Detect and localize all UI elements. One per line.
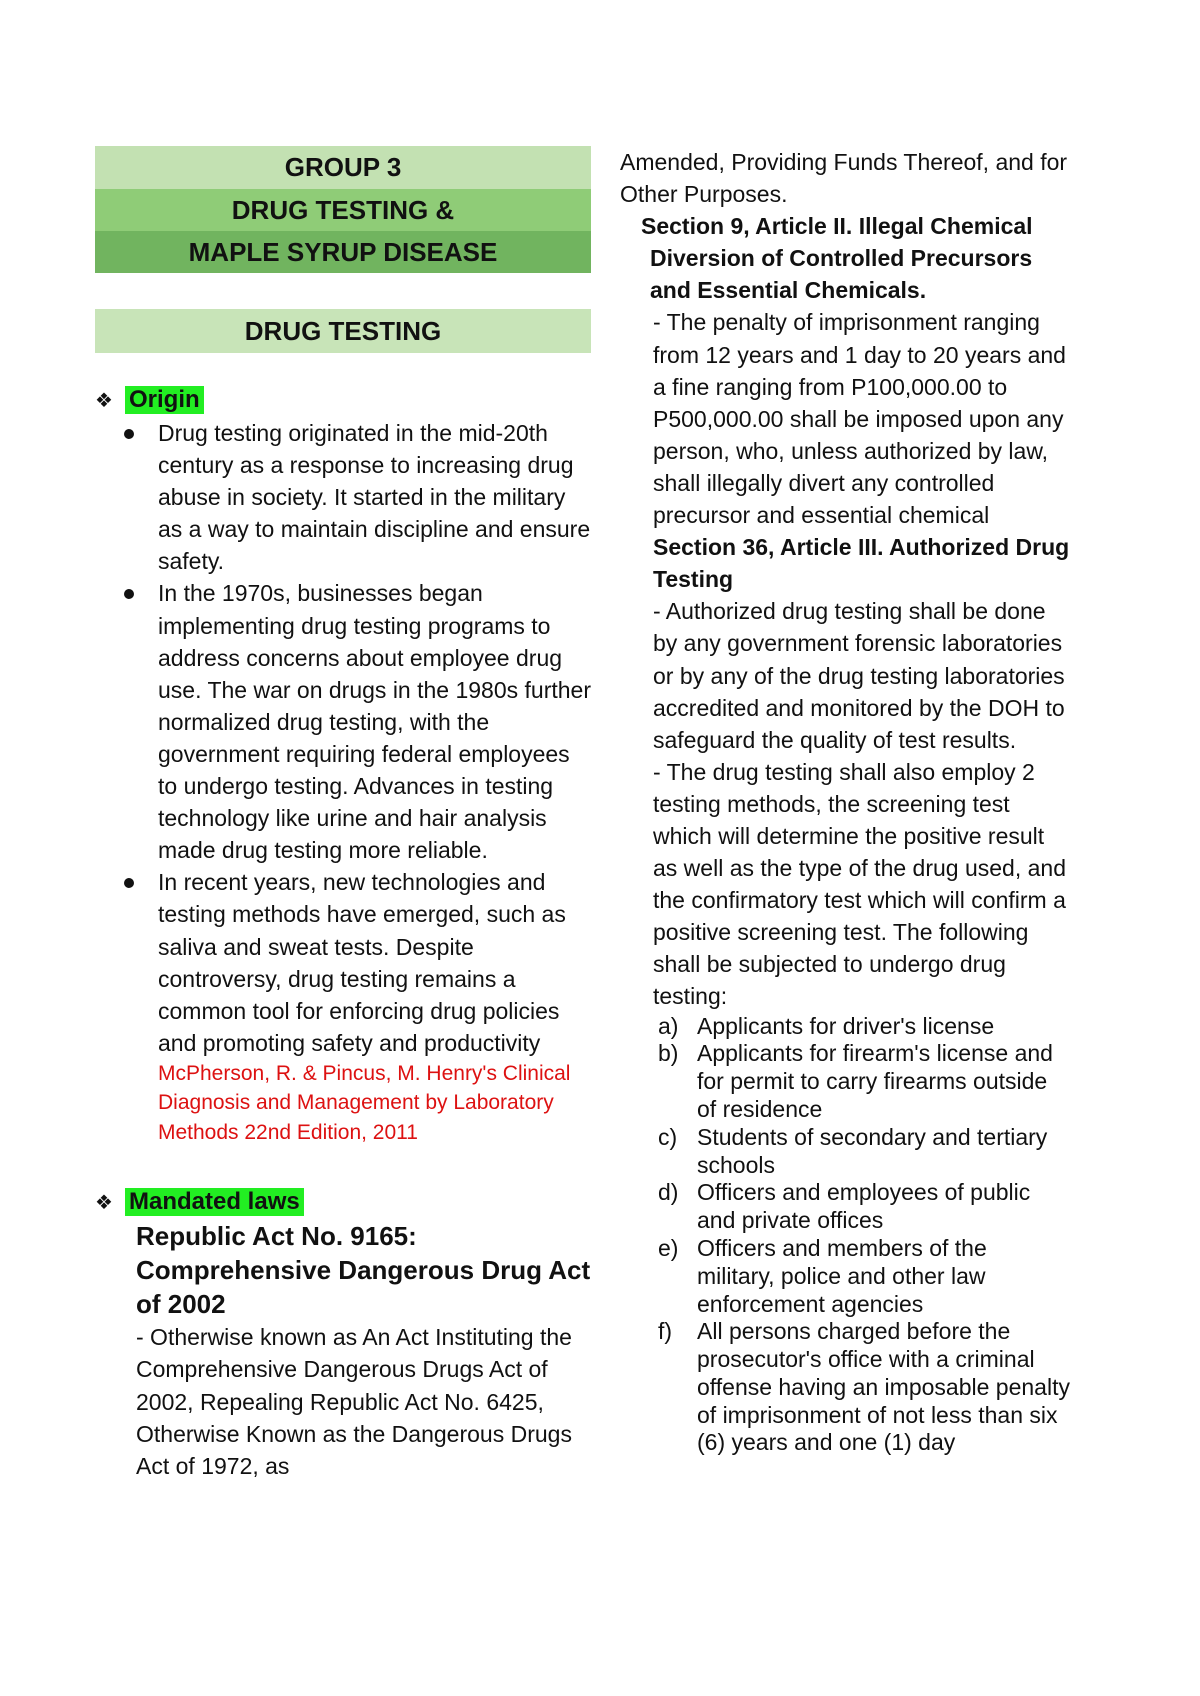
origin-bullet-list [95,417,591,1059]
bullet-dot-icon [124,429,134,439]
drug-testing-subjects-list [620,1013,1070,1458]
list-item [95,577,591,866]
bullet-text: In recent years, new technologies and testing methods have emerged, such as saliva and sweat tests. Despite controversy, drug testing remains a common tool for enforcing drug policies and promoting safety and productivity [158,869,566,1056]
item-text: Applicants for firearm's license and for permit to carry firearms outside of residence [697,1040,1053,1122]
mandated-laws-heading [95,1185,591,1219]
origin-label: Origin [125,386,204,414]
section-9-title: Section 9, Article II. Illegal Chemical Diversion of Controlled Precursors and Essential Chemicals. [641,213,1033,304]
republic-act-description: - Otherwise known as An Act Instituting the Comprehensive Dangerous Drugs Act of 2002, Repealing Republic Act No. 6425, Otherwise Known as the Dangerous Drugs Act of 1972, as [136,1324,572,1479]
republic-act-description-continued: Amended, Providing Funds Thereof, and for Other Purposes. [620,149,1068,208]
bullet-dot-icon [124,589,134,599]
list-item [620,1318,1070,1457]
list-item [620,1040,1070,1123]
list-item [620,1124,1070,1180]
item-label: f) [658,1318,673,1345]
item-text: Officers and employees of public and private offices [697,1179,1031,1234]
diamond-bullet-icon: ❖ [95,1191,113,1214]
item-label: d) [658,1179,679,1206]
left-column [95,146,591,1482]
bullet-dot-icon [124,878,134,888]
item-text: Applicants for driver's license [697,1012,995,1039]
section-9-text: - The penalty of imprisonment ranging from 12 years and 1 day to 20 years and a fine ranging from P100,000.00 to P500,000.00 shall be imposed upon any person, who, unless authorized by law, shall illegally divert any controlled precursor and essential chemical [653,309,1066,529]
item-text: Officers and members of the military, police and other law enforcement agencies [697,1234,987,1317]
section-36-title: Section 36, Article III. Authorized Drug Testing [653,534,1070,593]
list-item [620,1235,1070,1318]
title-line-2: MAPLE SYRUP DISEASE [95,231,591,273]
origin-heading [95,383,591,417]
reference-citation: McPherson, R. & Pincus, M. Henry's Clinical Diagnosis and Management by Laboratory Methods 22nd Edition, 2011 [158,1061,571,1144]
republic-act-title: Republic Act No. 9165: Comprehensive Dangerous Drug Act of 2002 [136,1221,591,1320]
mandated-laws-label: Mandated laws [125,1188,304,1216]
section-36-text-2: - The drug testing shall also employ 2 testing methods, the screening test which will determine the positive result as well as the type of the drug used, and the confirmatory test which will confirm a positive screening test. The following shall be subjected to undergo drug testing: [653,758,1066,1010]
item-label: a) [658,1012,679,1039]
item-label: e) [658,1234,679,1261]
list-item [95,417,591,577]
diamond-bullet-icon: ❖ [95,389,113,412]
item-label: b) [658,1040,679,1067]
section-36-text-1: - Authorized drug testing shall be done by any government forensic laboratories or by any of the drug testing laboratories accredited and monitored by the DOH to safeguard the quality of test results. [653,598,1065,753]
right-column [620,146,1070,1457]
title-line-1: DRUG TESTING & [95,189,591,231]
section-title-drug-testing: DRUG TESTING [95,309,591,353]
group-title: GROUP 3 [95,146,591,189]
bullet-text: Drug testing originated in the mid-20th century as a response to increasing drug abuse in society. It started in the military as a way to maintain discipline and ensure safety. [158,420,591,575]
item-text: Students of secondary and tertiary schools [697,1123,1048,1178]
item-label: c) [658,1123,678,1150]
bullet-text: In the 1970s, businesses began implementing drug testing programs to address concerns about employee drug use. The war on drugs in the 1980s further normalized drug testing, with the government requiring federal employees to undergo testing. Advances in testing technology like urine and hair analysis made drug testing more reliable. [158,580,592,864]
list-item [95,866,591,1059]
item-text: All persons charged before the prosecutor's office with a criminal offense having an imposable penalty of imprisonment of not less than six (6) years and one (1) day [697,1318,1070,1456]
list-item [620,1179,1070,1235]
list-item [620,1013,1070,1041]
